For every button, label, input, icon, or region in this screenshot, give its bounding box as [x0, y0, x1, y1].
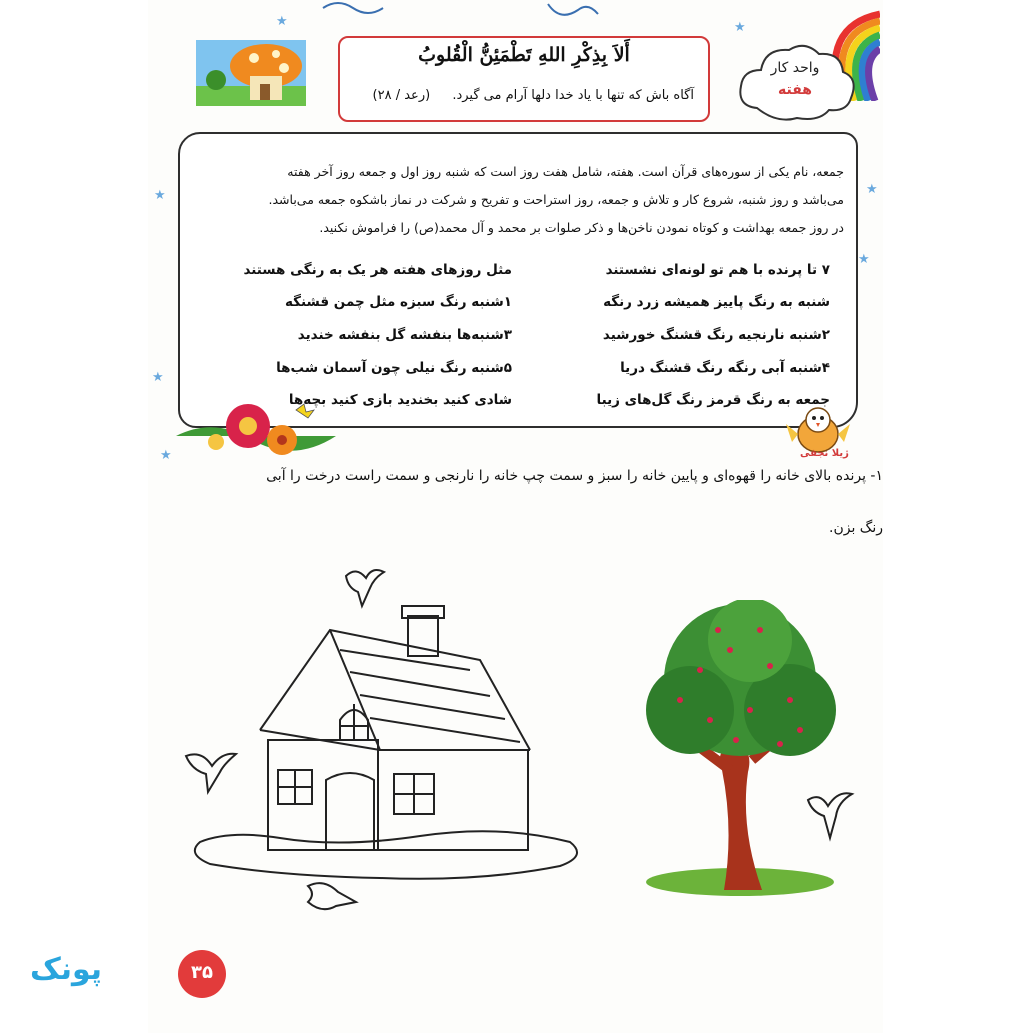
poem-line: مثل روزهای هفته هر یک به رنگی هستند [243, 262, 512, 278]
verse-translation-line [350, 88, 694, 103]
poem-line: ۷ تا پرنده با هم تو لونه‌ای نشستند [605, 262, 830, 278]
exercise-line-2: رنگ بزن. [829, 520, 883, 536]
star-icon: ★ [858, 252, 870, 267]
poem-line: شنبه به رنگ پاییز همیشه زرد رنگه [603, 294, 830, 310]
exercise-line-1: ۱- پرنده بالای خانه را قهوه‌ای و پایین خانه را سبز و سمت چپ خانه را نارنجی و سمت راست درخت را آبی [266, 468, 883, 484]
star-icon: ★ [276, 14, 288, 29]
poem-line: ۱شنبه رنگ سبزه مثل چمن قشنگه [284, 294, 512, 310]
poem-line: ۳شنبه‌ها بنفشه گل بنفشه خندید [297, 327, 512, 343]
page-number: ۳۵ [178, 950, 226, 998]
star-icon: ★ [160, 448, 172, 463]
mushroom-house-image [196, 40, 306, 106]
verse-box [338, 36, 710, 122]
intro-line-2: می‌باشد و روز شنبه، شروع کار و تلاش و جمعه، روز استراحت و تفریح و شرکت در نماز باشکوه جمعه می‌باشد. [268, 192, 844, 207]
apple-tree-image [640, 600, 860, 900]
bird-icon [804, 784, 856, 844]
unit-title: هفته [778, 82, 812, 98]
poem-line: جمعه به رنگ قرمز رنگ گل‌های زیبا [596, 392, 830, 408]
unit-cloud-badge [735, 38, 855, 126]
star-icon: ★ [734, 20, 746, 35]
poem-line: ۵شنبه رنگ نیلی چون آسمان شب‌ها [276, 360, 512, 376]
star-icon: ★ [154, 188, 166, 203]
intro-line-3: در روز جمعه بهداشت و کوتاه نمودن ناخن‌ها و ذکر صلوات بر محمد و آل محمد(ص) را فراموش نکنید. [319, 220, 844, 235]
poem-line: شادی کنید بخندید بازی کنید بچه‌ها [288, 392, 512, 408]
intro-line-1: جمعه، نام یکی از سوره‌های قرآن است. هفته، شامل هفت روز است که شنبه روز اول و جمعه روز آخر هفته [287, 164, 844, 179]
poem-line: ۴شنبه آبی رنگه رنگ قشنگ دریا [620, 360, 830, 376]
poet-signature: ژیلا نجفی [800, 448, 849, 459]
star-icon: ★ [866, 182, 878, 197]
flowers-decoration [176, 396, 336, 466]
verse-translation: آگاه باش که تنها با یاد خدا دلها آرام می گیرد. [452, 88, 694, 103]
site-logo: پونک [30, 952, 103, 987]
unit-label: واحد کار [770, 60, 820, 76]
top-doodle [318, 0, 618, 24]
verse-reference: (رعد / ۲۸) [372, 88, 431, 103]
poem-line: ۲شنبه نارنجیه رنگ قشنگ خورشید [602, 327, 830, 343]
star-icon: ★ [152, 370, 164, 385]
verse-arabic: أَلاَ بِذِكْرِ اللهِ تَطْمَئِنُّ الْقُلوبُ [418, 44, 630, 66]
lesson-box [178, 132, 858, 428]
house-coloring-drawing [180, 560, 590, 930]
